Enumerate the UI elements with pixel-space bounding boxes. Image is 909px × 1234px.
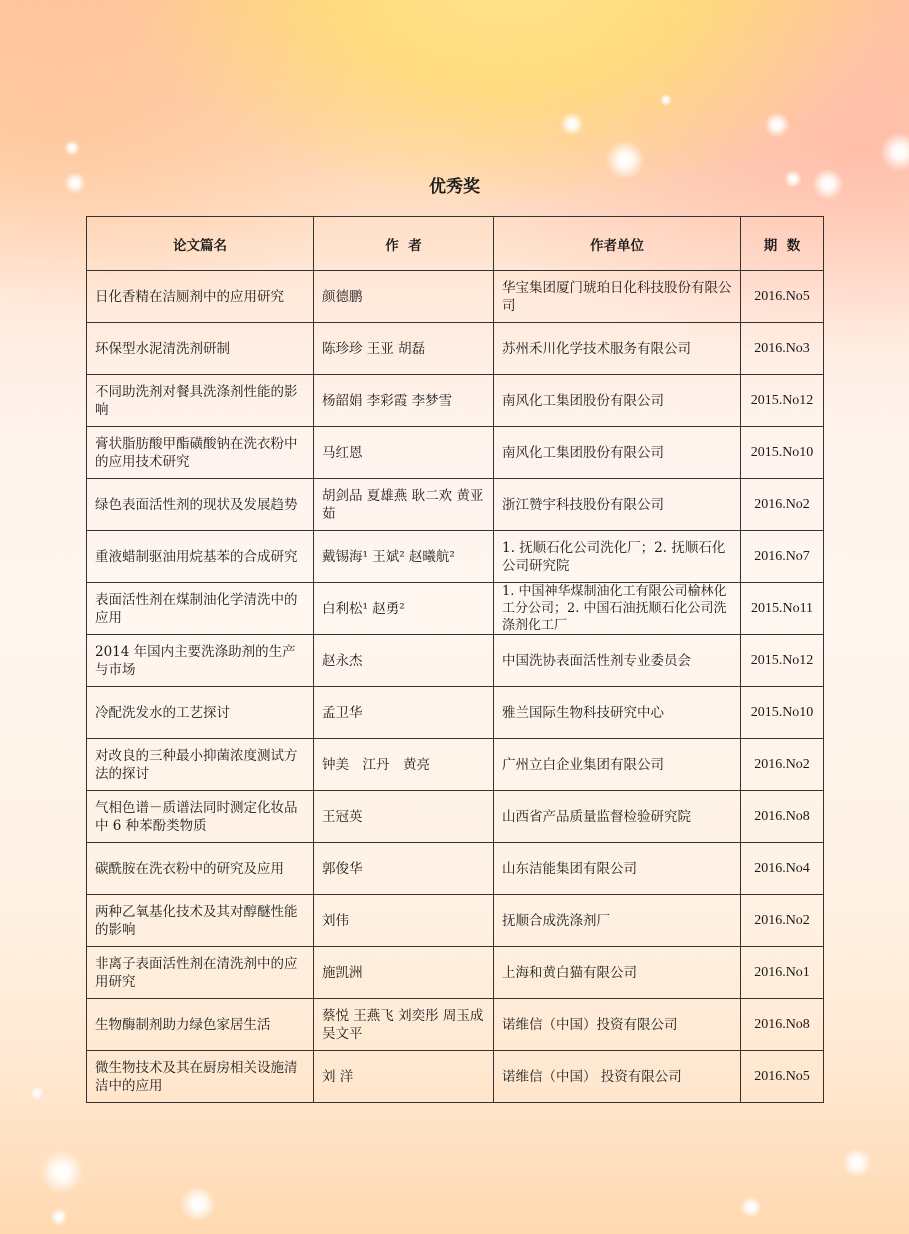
authors-cell: 郭俊华: [314, 843, 494, 895]
issue-cell: 2016.No5: [741, 271, 824, 323]
issue-cell: 2016.No2: [741, 479, 824, 531]
unit-cell: 山西省产品质量监督检验研究院: [494, 791, 741, 843]
paper-title-cell: 碳酰胺在洗衣粉中的研究及应用: [87, 843, 314, 895]
authors-cell: 刘伟: [314, 895, 494, 947]
paper-title-cell: 表面活性剂在煤制油化学清洗中的应用: [87, 583, 314, 635]
paper-title-cell: 绿色表面活性剂的现状及发展趋势: [87, 479, 314, 531]
authors-cell: 孟卫华: [314, 687, 494, 739]
unit-cell: 华宝集团厦门琥珀日化科技股份有限公司: [494, 271, 741, 323]
table-row: [87, 1051, 824, 1103]
column-header-unit: 作者单位: [494, 217, 741, 271]
issue-cell: 2016.No7: [741, 531, 824, 583]
unit-cell: 南风化工集团股份有限公司: [494, 375, 741, 427]
paper-title-cell: 冷配洗发水的工艺探讨: [87, 687, 314, 739]
paper-title-cell: 非离子表面活性剂在清洗剂中的应用研究: [87, 947, 314, 999]
issue-cell: 2016.No2: [741, 895, 824, 947]
authors-cell: 戴锡海¹ 王斌² 赵曦航²: [314, 531, 494, 583]
unit-cell: 1. 中国神华煤制油化工有限公司榆林化工分公司；2. 中国石油抚顺石化公司洗涤剂化工厂: [494, 583, 741, 635]
decorative-sparkle: [180, 1186, 216, 1222]
table-row: [87, 739, 824, 791]
issue-cell: 2015.No11: [741, 583, 824, 635]
issue-cell: 2016.No1: [741, 947, 824, 999]
issue-cell: 2016.No3: [741, 323, 824, 375]
decorative-sparkle: [764, 112, 790, 138]
table-row: [87, 999, 824, 1051]
paper-title-cell: 对改良的三种最小抑菌浓度测试方法的探讨: [87, 739, 314, 791]
paper-title-cell: 气相色谱－质谱法同时测定化妆品中 6 种苯酚类物质: [87, 791, 314, 843]
paper-title-cell: 不同助洗剂对餐具洗涤剂性能的影响: [87, 375, 314, 427]
paper-title-cell: 生物酶制剂助力绿色家居生活: [87, 999, 314, 1051]
authors-cell: 马红恩: [314, 427, 494, 479]
table-header-row: [87, 217, 824, 271]
column-header-title: 论文篇名: [87, 217, 314, 271]
table-row: [87, 531, 824, 583]
table-row: [87, 843, 824, 895]
issue-cell: 2016.No5: [741, 1051, 824, 1103]
issue-cell: 2015.No12: [741, 375, 824, 427]
decorative-sparkle: [30, 1086, 44, 1100]
column-header-authors: 作 者: [314, 217, 494, 271]
table-row: [87, 375, 824, 427]
page-title: 优秀奖: [429, 177, 480, 197]
authors-cell: 刘 洋: [314, 1051, 494, 1103]
decorative-sparkle: [880, 132, 909, 172]
decorative-sparkle: [740, 1196, 762, 1218]
table-row: [87, 583, 824, 635]
unit-cell: 中国洗协表面活性剂专业委员会: [494, 635, 741, 687]
issue-cell: 2016.No8: [741, 791, 824, 843]
authors-cell: 白利松¹ 赵勇²: [314, 583, 494, 635]
decorative-sparkle: [660, 94, 672, 106]
issue-cell: 2016.No4: [741, 843, 824, 895]
decorative-sparkle: [842, 1148, 872, 1178]
table-row: [87, 947, 824, 999]
table-row: [87, 687, 824, 739]
authors-cell: 钟美 江丹 黄亮: [314, 739, 494, 791]
authors-cell: 蔡悦 王燕飞 刘奕彤 周玉成 吴文平: [314, 999, 494, 1051]
paper-title-cell: 日化香精在洁厕剂中的应用研究: [87, 271, 314, 323]
authors-cell: 杨韶娟 李彩霞 李梦雪: [314, 375, 494, 427]
unit-cell: 雅兰国际生物科技研究中心: [494, 687, 741, 739]
paper-title-cell: 2014 年国内主要洗涤助剂的生产与市场: [87, 635, 314, 687]
issue-cell: 2016.No2: [741, 739, 824, 791]
authors-cell: 胡剑品 夏雄燕 耿二欢 黄亚茹: [314, 479, 494, 531]
unit-cell: 诺维信（中国）投资有限公司: [494, 999, 741, 1051]
table-row: [87, 427, 824, 479]
column-header-issue: 期 数: [741, 217, 824, 271]
table-row: [87, 791, 824, 843]
paper-title-cell: 两种乙氧基化技术及其对醇醚性能的影响: [87, 895, 314, 947]
authors-cell: 陈珍珍 王亚 胡磊: [314, 323, 494, 375]
unit-cell: 抚顺合成洗涤剂厂: [494, 895, 741, 947]
unit-cell: 苏州禾川化学技术服务有限公司: [494, 323, 741, 375]
decorative-sparkle: [64, 140, 80, 156]
decorative-sparkle: [40, 1150, 84, 1194]
unit-cell: 浙江赞宇科技股份有限公司: [494, 479, 741, 531]
unit-cell: 诺维信（中国） 投资有限公司: [494, 1051, 741, 1103]
decorative-sparkle: [50, 1208, 68, 1226]
unit-cell: 南风化工集团股份有限公司: [494, 427, 741, 479]
paper-title-cell: 重液蜡制驱油用烷基苯的合成研究: [87, 531, 314, 583]
table-row: [87, 323, 824, 375]
authors-cell: 赵永杰: [314, 635, 494, 687]
unit-cell: 上海和黄白猫有限公司: [494, 947, 741, 999]
unit-cell: 1. 抚顺石化公司洗化厂；2. 抚顺石化公司研究院: [494, 531, 741, 583]
authors-cell: 施凯洲: [314, 947, 494, 999]
issue-cell: 2015.No10: [741, 687, 824, 739]
table-row: [87, 271, 824, 323]
table-row: [87, 635, 824, 687]
authors-cell: 王冠英: [314, 791, 494, 843]
paper-title-cell: 环保型水泥清洗剂研制: [87, 323, 314, 375]
table-row: [87, 895, 824, 947]
unit-cell: 广州立白企业集团有限公司: [494, 739, 741, 791]
unit-cell: 山东洁能集团有限公司: [494, 843, 741, 895]
issue-cell: 2016.No8: [741, 999, 824, 1051]
table-row: [87, 479, 824, 531]
awards-table: [86, 216, 824, 1103]
decorative-sparkle: [560, 112, 584, 136]
issue-cell: 2015.No12: [741, 635, 824, 687]
issue-cell: 2015.No10: [741, 427, 824, 479]
paper-title-cell: 膏状脂肪酸甲酯磺酸钠在洗衣粉中的应用技术研究: [87, 427, 314, 479]
paper-title-cell: 微生物技术及其在厨房相关设施清洁中的应用: [87, 1051, 314, 1103]
authors-cell: 颜德鹏: [314, 271, 494, 323]
